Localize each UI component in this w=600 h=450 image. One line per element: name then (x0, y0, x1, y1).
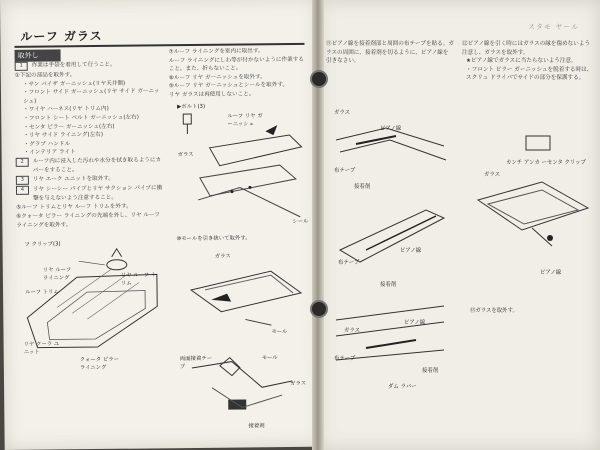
adhesive-label: 接着剤 (422, 368, 439, 374)
step-line: ・リヤ サイド ライニング(左右) (23, 132, 104, 139)
adhesive-label: 接着剤 (354, 184, 371, 190)
note-text: ルーフ ライニングにしわ等が付かないように作業すること。また、折らないこと。 (168, 56, 304, 73)
glass-label: ガラス (177, 151, 194, 159)
cloth-tape-label: 布テープ (334, 356, 356, 362)
caution-text: リヤ ガラスは再使用しないこと。 (168, 91, 255, 99)
cloth-tape-label: 布テープ (338, 260, 360, 266)
rear-cooler-unit-label: リヤ クーラ ユニット (23, 341, 60, 356)
step-line: ⑤ルーフ トリムとリヤ ルーフ トリムを外す。 (16, 203, 132, 212)
piano-wire-label: ピアノ線 (404, 320, 426, 326)
mold-pull-figure (171, 249, 312, 330)
step-13: ⑬ガラスを取外す。 (470, 308, 518, 314)
dam-rubber-label: ダム ラバー (388, 384, 417, 390)
quarter-pillar-label: クォータ ピラー ライニング (79, 356, 120, 372)
note-2: ・フロント ピラー ガーニッシュを脱着する時は、スクリュ ドライバでサイドの部分を保護する。 (466, 66, 593, 82)
cloth-tape-label: 布テープ (334, 168, 356, 174)
rear-roof-trim-label: リヤ ルーフ トリム (120, 272, 157, 287)
step-line: ・フロント サイド ガーニッシュ(リヤ サイド ガーニッシュ) (22, 88, 160, 105)
step-9: ⑨ルーフ リヤ ガーニッシュとシールを取外す。 (168, 82, 289, 90)
step-line: ・ワイヤ ハーネス(リヤ トリム内) (23, 106, 109, 114)
step-11: ⑪ピアノ線を接着剤部と周囲の布テープを貼る。ガラスの周囲に、接着剤を切るように、ピアノ線を引きなさい。 (326, 41, 454, 65)
step-12: ⑫ピアノ線を引く時にはガラスの縁を傷めないよう注意し、ガラスを取外す。 (462, 41, 591, 56)
step-text-col4 (462, 40, 594, 83)
step-7: ⑦ルーフ ライニングを室内に取出す。 (168, 48, 264, 56)
step-line: ①下記の部品を取外す。 (14, 72, 76, 79)
piano-wire-label: ピアノ線 (400, 248, 422, 254)
step-line: ・センタ ピラー ガーニッシュ(左右) (23, 123, 115, 131)
glass-label: ガラス (334, 110, 351, 116)
roof-rear-garnish-label: ルーフ リヤ ガーニッシュ (227, 113, 263, 128)
step-3: 3 リヤ エーク ユニットを取外す。 (16, 174, 164, 185)
step-text-col3 (326, 40, 454, 66)
page-header: スタモ ヤール (528, 23, 580, 31)
mold-label: モール (261, 355, 278, 362)
roof-trim-label: ルーフ トリム (25, 289, 59, 296)
binder-ring (310, 300, 328, 318)
step-line: ・インテリア ライト (23, 149, 76, 157)
piano-wire-label: ピアノ線 (380, 126, 402, 132)
piano-wire-label: ピアノ線 (540, 270, 562, 276)
glass-label: ガラス (214, 253, 231, 260)
step-1: 1 作業は手袋を着用して行うこと。 (15, 60, 163, 71)
glass-label: ガラス (290, 380, 307, 387)
step-8: ⑧ルーフ リヤ ガーニッシュを取外す。 (168, 74, 266, 82)
page-title: ルーフ ガラス (20, 28, 103, 44)
section-label: 取外し (15, 49, 61, 61)
bolt-label: ▶ボルト(3) (177, 103, 206, 111)
step-10: ⑩モールを引き抜いて取外す。 (176, 235, 251, 243)
rear-roof-lining-label: リヤ ルーフ ライニング (42, 267, 72, 282)
step-line: ⑥クォータ ピラー ライニングの先端を外し、リヤ ルーフ ライニングを取外す。 (16, 212, 160, 229)
binder-ring (310, 70, 328, 88)
step-2: 2 ルーフ内に浸入した汚れや水分を拭き取るようにカバーをすること。 (16, 156, 164, 175)
book-spine (312, 0, 324, 450)
adhesive-label: 接着剤 (380, 282, 397, 288)
glass-removal-figure (462, 120, 594, 300)
tape-label: 両面接着テープ (179, 355, 213, 371)
step-line: ・グラブ ハンドル (23, 141, 71, 148)
step-line: ・サン バイザ ガーニッシュ(リヤ天井側) (22, 80, 126, 88)
removal-steps (15, 60, 165, 230)
mold-label: モール (271, 329, 288, 336)
center-clip-label: カンチ アンカ ーセンタ クリップ (506, 160, 586, 166)
glass-label: ガラス (484, 172, 501, 178)
clip-label: ツ クリップ(3) (24, 241, 61, 248)
step-4: 4 リヤ シーシー パイプとリヤ サクション パイプに衝撃を与えないよう注意すること。 (16, 184, 164, 203)
step-text-col2 (169, 47, 310, 100)
step-line: ・フロント シート ベルト ガーニッシュ(左右) (23, 114, 139, 122)
note-1: ★ピアノ線でガラスに当たらないよう注意。 (466, 58, 577, 65)
seal-label: シール (292, 218, 309, 225)
adhesive-label: 接着剤 (248, 423, 265, 430)
glass-label: ガラス (344, 328, 361, 334)
